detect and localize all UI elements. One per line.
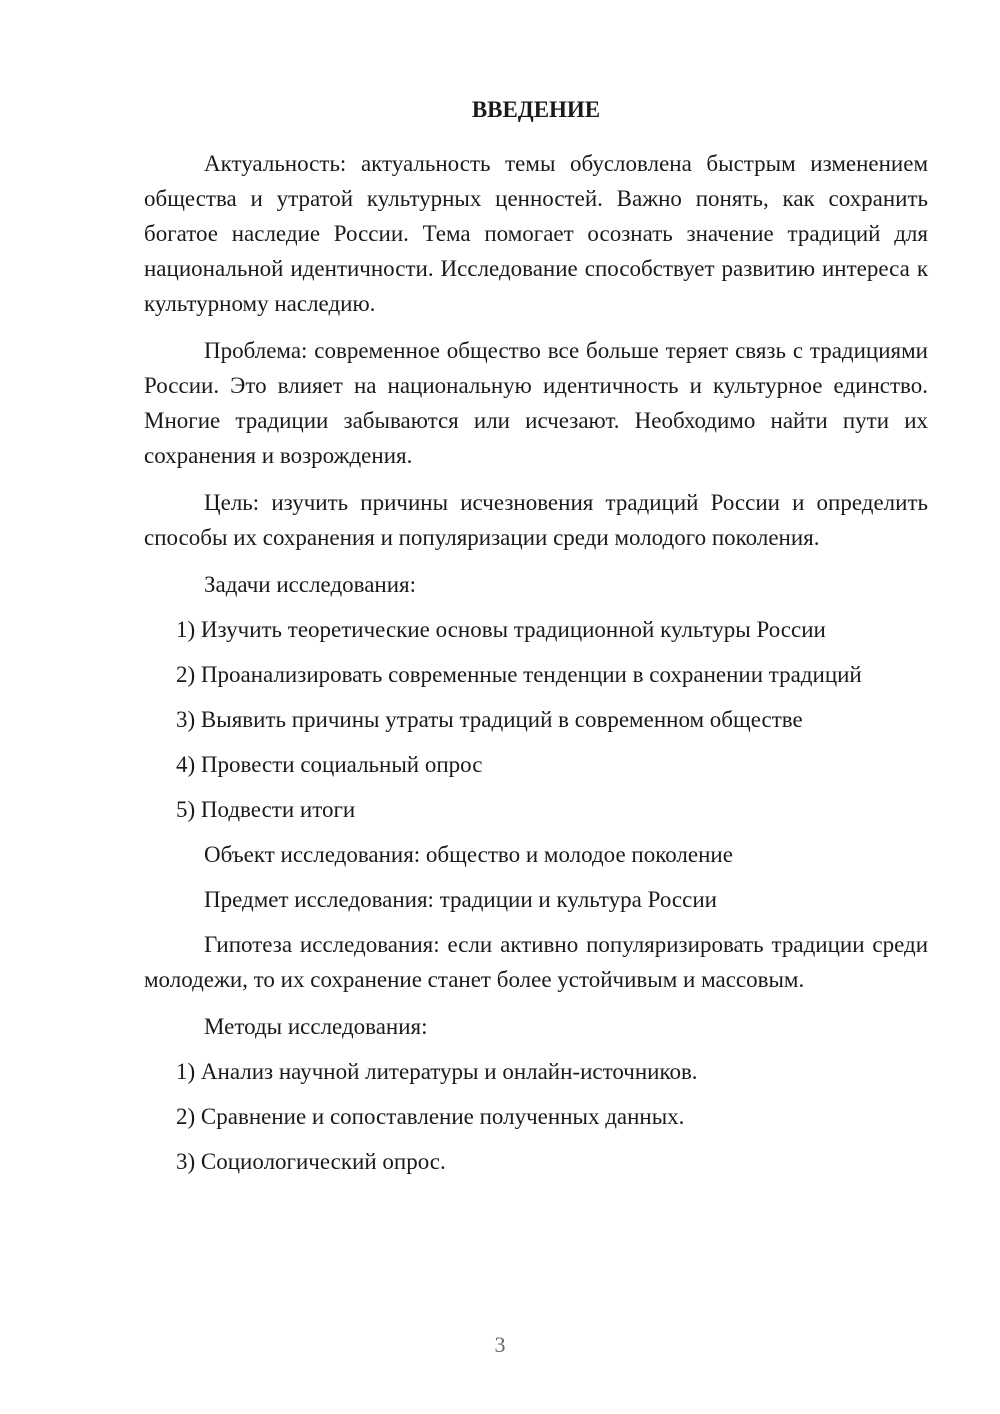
task-item: 1) Изучить теоретические основы традиционной культуры России bbox=[176, 617, 826, 642]
research-object: Объект исследования: общество и молодое поколение bbox=[204, 842, 733, 867]
task-item: 3) Выявить причины утраты традиций в современном обществе bbox=[176, 707, 803, 732]
task-item: 2) Проанализировать современные тенденции в сохранении традиций bbox=[176, 662, 862, 687]
page-number: 3 bbox=[494, 1332, 506, 1357]
research-subject: Предмет исследования: традиции и культура России bbox=[204, 887, 717, 912]
method-item: 1) Анализ научной литературы и онлайн-источников. bbox=[176, 1059, 698, 1084]
document-page bbox=[144, 92, 928, 1189]
method-item: 3) Социологический опрос. bbox=[176, 1149, 446, 1174]
task-item: 4) Провести социальный опрос bbox=[176, 752, 483, 777]
methods-title: Методы исследования: bbox=[204, 1014, 428, 1039]
goal-paragraph: Цель: изучить причины исчезновения традиций России и определить способы их сохранения и популяризации среди молодого поколения. bbox=[144, 490, 928, 550]
relevance-paragraph: Актуальность: актуальность темы обусловлена быстрым изменением общества и утратой культурных ценностей. Важно понять, как сохранить богатое наследие России. Тема помогает осознать значение традиций для национальной идентичности. Исследование способствует развитию интереса к культурному наследию. bbox=[144, 151, 928, 316]
tasks-title: Задачи исследования: bbox=[204, 572, 417, 597]
task-item: 5) Подвести итоги bbox=[176, 797, 356, 822]
method-item: 2) Сравнение и сопоставление полученных данных. bbox=[176, 1104, 685, 1129]
problem-paragraph: Проблема: современное общество все больше теряет связь с традициями России. Это влияет на национальную идентичность и культурное единство. Многие традиции забываются или исчезают. Необходимо найти пути их сохранения и возрождения. bbox=[144, 338, 928, 468]
section-heading: ВВЕДЕНИЕ bbox=[471, 97, 601, 122]
hypothesis-paragraph: Гипотеза исследования: если активно популяризировать традиции среди молодежи, то их сохранение станет более устойчивым и массовым. bbox=[144, 932, 928, 992]
